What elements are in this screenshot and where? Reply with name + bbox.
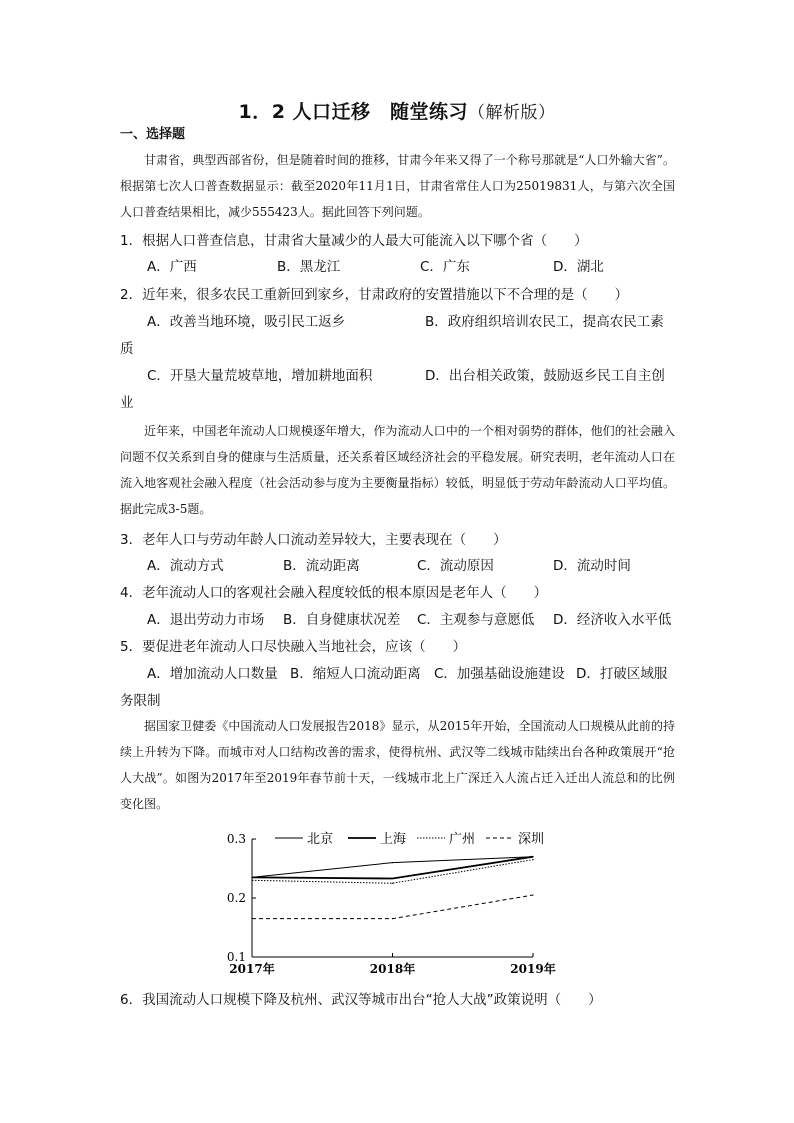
data-point bbox=[392, 918, 393, 919]
passage-1: 甘肃省，典型西部省份，但是随着时间的推移，甘肃今年来又得了一个称号那就是“人口外输大省”。根据第七次人口普查数据显示：截至2020年11月1日，甘肃省常住人口为25019831人，与第六次全国人口普查结果相比，减少555423人。据此回答下列问题。 bbox=[120, 153, 675, 219]
question-4-options bbox=[147, 607, 671, 633]
q1-option-c[interactable]: C．广东 bbox=[420, 259, 470, 275]
question-3-stem: 3．老年人口与劳动年龄人口流动差异较大，主要表现在（ ） bbox=[120, 532, 507, 548]
q1-option-d[interactable]: D．湖北 bbox=[553, 259, 604, 275]
q5-option-a[interactable]: A．增加流动人口数量 bbox=[147, 666, 278, 682]
question-2-options-row1 bbox=[147, 309, 664, 335]
legend-label: 深圳 bbox=[518, 832, 545, 847]
question-3-options bbox=[147, 553, 631, 579]
x-tick-label: 2017年 bbox=[229, 962, 275, 976]
data-point bbox=[251, 918, 252, 919]
data-point bbox=[392, 862, 393, 863]
q5-option-b[interactable]: B．缩短人口流动距离 bbox=[290, 666, 421, 682]
question-5-options bbox=[147, 661, 667, 687]
q2-option-d[interactable]: D．出台相关政策，鼓励返乡民工自主创 bbox=[425, 368, 665, 384]
q3-option-a[interactable]: A．流动方式 bbox=[147, 558, 224, 574]
q3-option-b[interactable]: B．流动距离 bbox=[283, 558, 360, 574]
passage-2: 近年来，中国老年流动人口规模逐年增大，作为流动人口中的一个相对弱势的群体，他们的社会融入问题不仅关系到自身的健康与生活质量，还关系着区域经济社会的平稳发展。研究表明，老年流动人口在流入地客观社会融入程度（社会活动参与度为主要衡量指标）较低，明显低于劳动年龄流动人口平均值。据此完成3-5题。 bbox=[120, 424, 675, 516]
chart-legend bbox=[275, 831, 544, 847]
series-line-上海 bbox=[252, 857, 533, 879]
legend-label: 上海 bbox=[380, 832, 407, 847]
q2-option-c[interactable]: C．开垦大量荒坡草地，增加耕地面积 bbox=[147, 368, 373, 384]
y-tick-label: 0.1 bbox=[226, 950, 246, 964]
chart-axes bbox=[227, 832, 556, 976]
series-line-深圳 bbox=[252, 895, 533, 919]
data-point bbox=[532, 894, 533, 895]
q1-option-b[interactable]: B．黑龙江 bbox=[277, 259, 341, 275]
chart-series bbox=[251, 856, 533, 919]
q2-option-d-continued: 业 bbox=[120, 395, 134, 411]
data-point bbox=[392, 878, 393, 879]
q5-option-c[interactable]: C．加强基础设施建设 bbox=[434, 666, 565, 682]
data-point bbox=[392, 883, 393, 884]
q2-option-b[interactable]: B．政府组织培训农民工，提高农民工素 bbox=[425, 314, 664, 330]
legend-label: 北京 bbox=[307, 832, 334, 847]
data-point bbox=[251, 877, 252, 878]
data-point bbox=[532, 859, 533, 860]
data-point bbox=[532, 856, 533, 857]
q3-option-c[interactable]: C．流动原因 bbox=[417, 558, 494, 574]
q1-option-a[interactable]: A．广西 bbox=[147, 259, 197, 275]
q4-option-c[interactable]: C．主观参与意愿低 bbox=[417, 612, 535, 628]
y-tick-label: 0.3 bbox=[226, 832, 246, 846]
q5-option-d[interactable]: D．打破区域服 bbox=[576, 666, 668, 682]
question-2-options-row2 bbox=[147, 363, 665, 389]
title-main: 1．2 人口迁移 随堂练习 bbox=[238, 101, 469, 123]
line-chart bbox=[215, 826, 575, 981]
question-1-stem: 1．根据人口普查信息，甘肃省大量减少的人最大可能流入以下哪个省（ ） bbox=[120, 233, 588, 249]
q2-option-a[interactable]: A．改善当地环境，吸引民工返乡 bbox=[147, 314, 346, 330]
x-tick-label: 2018年 bbox=[369, 962, 416, 976]
q4-option-a[interactable]: A．退出劳动力市场 bbox=[147, 612, 265, 628]
legend-label: 广州 bbox=[449, 832, 476, 847]
page-title bbox=[0, 97, 794, 124]
passage-3: 据国家卫健委《中国流动人口发展报告2018》显示，从2015年开始，全国流动人口规模从此前的持续上升转为下降。而城市对人口结构改善的需求，使得杭州、武汉等二线城市陆续出台各种政策展开“抢人大战”。如图为2017年至2019年春节前十天，一线城市北上广深迁入人流占迁入迁出人流总和的比例变化图。 bbox=[120, 719, 675, 811]
question-2-stem: 2．近年来，很多农民工重新回到家乡，甘肃政府的安置措施以下不合理的是（ ） bbox=[120, 287, 629, 303]
question-1-options bbox=[147, 254, 604, 280]
section-heading: 一、选择题 bbox=[120, 127, 186, 142]
q3-option-d[interactable]: D．流动时间 bbox=[553, 558, 631, 574]
q4-option-d[interactable]: D．经济收入水平低 bbox=[553, 612, 672, 628]
data-point bbox=[251, 880, 252, 881]
x-tick-label: 2019年 bbox=[510, 962, 556, 976]
title-sub: （解析版） bbox=[468, 103, 556, 123]
y-tick-label: 0.2 bbox=[226, 891, 246, 905]
question-6-stem: 6．我国流动人口规模下降及杭州、武汉等城市出台“抢人大战”政策说明（ ） bbox=[120, 992, 602, 1008]
question-5-stem: 5．要促进老年流动人口尽快融入当地社会，应该（ ） bbox=[120, 639, 467, 655]
q5-option-d-continued: 务限制 bbox=[120, 693, 161, 709]
q4-option-b[interactable]: B．自身健康状况差 bbox=[283, 612, 401, 628]
question-4-stem: 4．老年流动人口的客观社会融入程度较低的根本原因是老年人（ ） bbox=[120, 585, 548, 601]
q2-option-b-continued: 质 bbox=[120, 341, 134, 357]
